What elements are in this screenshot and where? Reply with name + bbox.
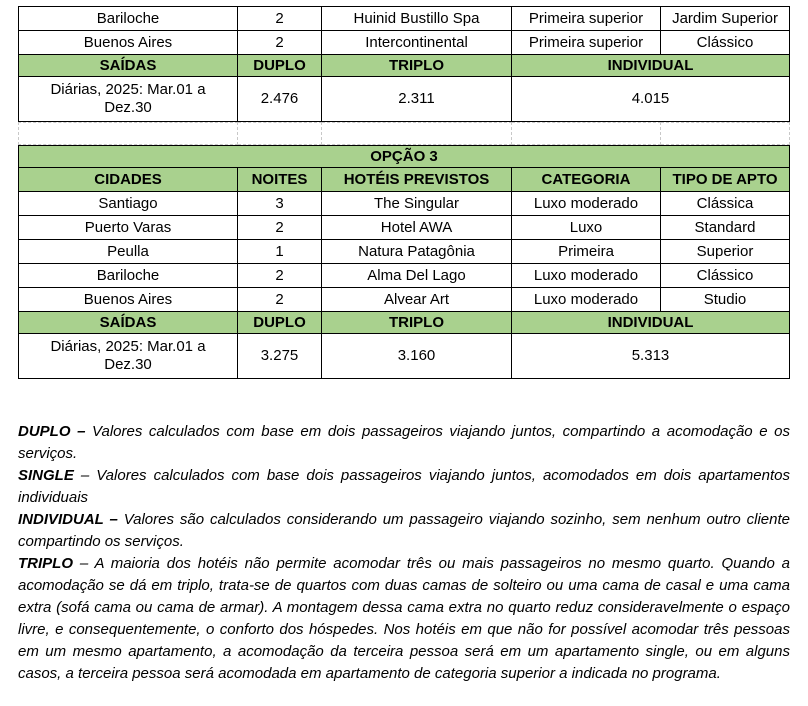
cell-categoria: Primeira superior [512,7,661,31]
cell-noites: 2 [238,264,322,288]
cell-noites: 3 [238,192,322,216]
table-row [19,264,790,288]
price-header-row [19,312,790,334]
cell-hotel: Huinid Bustillo Spa [322,7,512,31]
saidas-line2: Dez.30 [104,99,152,116]
header-triplo: TRIPLO [322,312,512,334]
cell-noites: 1 [238,240,322,264]
cell-hotel: Alvear Art [322,288,512,312]
cell-categoria: Primeira superior [512,31,661,55]
header-triplo: TRIPLO [322,55,512,77]
option3-table [18,145,790,379]
note-term: SINGLE [18,467,74,484]
cell-hotel: The Singular [322,192,512,216]
header-individual: INDIVIDUAL [512,312,790,334]
cell-categoria: Luxo moderado [512,264,661,288]
note-term: DUPLO – [18,423,86,440]
cell-tipo: Studio [661,288,790,312]
option2-table [18,6,790,122]
note-individual [18,509,790,553]
cell-cidade: Peulla [19,240,238,264]
cell-categoria: Luxo moderado [512,288,661,312]
cell-categoria: Luxo [512,216,661,240]
cell-noites: 2 [238,216,322,240]
cell-hotel: Intercontinental [322,31,512,55]
price-header-row [19,55,790,77]
cell-cidade: Buenos Aires [19,31,238,55]
header-duplo: DUPLO [238,55,322,77]
cell-categoria: Luxo moderado [512,192,661,216]
cell-cidade: Bariloche [19,7,238,31]
header-cidades: CIDADES [19,168,238,192]
note-single [18,465,790,509]
header-saidas: SAÍDAS [19,55,238,77]
column-header-row [19,168,790,192]
cell-noites: 2 [238,288,322,312]
note-duplo [18,421,790,465]
price-duplo: 2.476 [238,77,322,122]
header-categoria: CATEGORIA [512,168,661,192]
spacer-row [18,122,790,145]
saidas-line1: Diárias, 2025: Mar.01 a [50,338,206,355]
table-row [19,216,790,240]
cell-hotel: Hotel AWA [322,216,512,240]
note-term: TRIPLO [18,555,73,572]
note-text: Valores calculados com base em dois passageiros viajando juntos, compartindo a acomodação e os serviços. [18,423,790,462]
header-tipo: TIPO DE APTO [661,168,790,192]
saidas-line1: Diárias, 2025: Mar.01 a [50,81,206,98]
cell-saidas [19,77,238,122]
option-title: OPÇÃO 3 [19,146,790,168]
cell-saidas [19,334,238,379]
table-row [19,192,790,216]
cell-tipo: Clássico [661,31,790,55]
note-text: – A maioria dos hotéis não permite acomodar três ou mais passageiros no mesmo quarto. Quando a acomodação se dá em triplo, trata-se de quartos com duas camas de solteiro ou uma cama de casal e uma cama extra (sofá cama ou cama de armar). A montagem dessa cama extra no quarto reduz consideravelmente o espaço livre, e consequentemente, o conforto dos hóspedes. Nos hotéis em que não for possível acomodar três pessoas em um mesmo apartamento, a acomodação da terceira pessoa será em um apartamento single, ou em alguns casos, a terceira pessoa será acomodada em apartamento de categoria superior a indicada no programa. [18,555,790,682]
header-duplo: DUPLO [238,312,322,334]
price-row [19,334,790,379]
price-duplo: 3.275 [238,334,322,379]
option-title-row [19,146,790,168]
note-text: – Valores calculados com base dois passageiros viajando juntos, acomodados em dois apartamentos individuais [18,467,790,506]
cell-cidade: Buenos Aires [19,288,238,312]
header-individual: INDIVIDUAL [512,55,790,77]
cell-categoria: Primeira [512,240,661,264]
cell-hotel: Alma Del Lago [322,264,512,288]
cell-cidade: Santiago [19,192,238,216]
price-individual: 5.313 [512,334,790,379]
cell-tipo: Standard [661,216,790,240]
cell-tipo: Clássica [661,192,790,216]
cell-tipo: Clássico [661,264,790,288]
cell-noites: 2 [238,31,322,55]
note-triplo [18,553,790,685]
saidas-line2: Dez.30 [104,356,152,373]
note-term: INDIVIDUAL – [18,511,118,528]
table-row [19,240,790,264]
price-individual: 4.015 [512,77,790,122]
cell-cidade: Puerto Varas [19,216,238,240]
header-hoteis: HOTÉIS PREVISTOS [322,168,512,192]
header-saidas: SAÍDAS [19,312,238,334]
table-row [19,7,790,31]
cell-cidade: Bariloche [19,264,238,288]
price-triplo: 3.160 [322,334,512,379]
table-row [19,288,790,312]
price-triplo: 2.311 [322,77,512,122]
pricing-notes [18,421,790,685]
cell-tipo: Superior [661,240,790,264]
cell-tipo: Jardim Superior [661,7,790,31]
header-noites: NOITES [238,168,322,192]
cell-hotel: Natura Patagônia [322,240,512,264]
note-text: Valores são calculados considerando um passageiro viajando sozinho, sem nenhum outro cliente compartindo os serviços. [18,511,790,550]
cell-noites: 2 [238,7,322,31]
price-row [19,77,790,122]
table-row [19,31,790,55]
